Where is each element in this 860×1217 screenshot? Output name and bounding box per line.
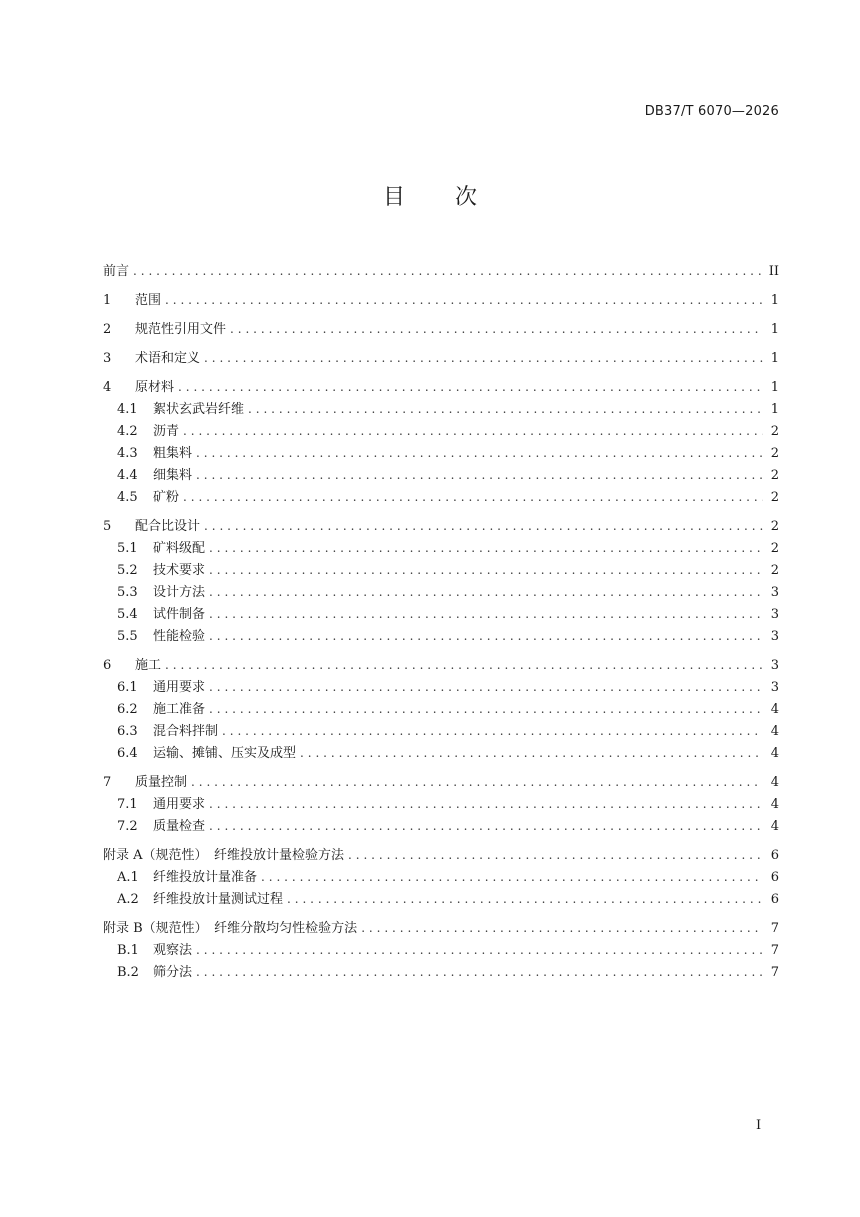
toc-entry-label: 术语和定义 <box>135 351 201 366</box>
dot-leader <box>230 318 763 340</box>
toc-entry-page: 6 <box>770 848 779 863</box>
toc-entry-number: 3 <box>103 351 112 366</box>
toc-entry-page: 2 <box>770 424 779 439</box>
dot-leader <box>209 603 763 625</box>
dot-leader <box>196 961 763 983</box>
toc-entry-page: 2 <box>770 490 779 505</box>
toc-entry-number: 6 <box>103 658 112 673</box>
dot-leader <box>287 888 763 910</box>
toc-entry-page: 7 <box>770 943 779 958</box>
toc-entry[interactable] <box>103 888 779 910</box>
dot-leader <box>261 866 763 888</box>
toc-entry-page: 3 <box>770 658 779 673</box>
toc-entry-label: 范围 <box>135 293 162 308</box>
dot-leader <box>165 654 763 676</box>
toc-entry-number: A.2 <box>117 892 139 907</box>
dot-leader <box>209 559 763 581</box>
toc-entry-page: 2 <box>770 541 779 556</box>
dot-leader <box>209 581 763 603</box>
toc-entry-label: 前言 <box>103 264 130 279</box>
toc-entry-number: 7 <box>103 775 112 790</box>
toc-entry-page: 7 <box>770 921 779 936</box>
toc-entry-label: 规范性引用文件 <box>135 322 227 337</box>
dot-leader <box>209 676 763 698</box>
toc-entry-label: 纤维投放计量测试过程 <box>153 892 284 907</box>
toc-entry[interactable] <box>103 486 779 508</box>
dot-leader <box>196 464 763 486</box>
toc-entry-page: 3 <box>770 607 779 622</box>
toc-entry-number: 4.5 <box>117 490 138 505</box>
toc-entry-label: 质量检查 <box>153 819 206 834</box>
toc-entry-label: 质量控制 <box>135 775 188 790</box>
toc-entry-label: 配合比设计 <box>135 519 201 534</box>
toc-entry-number: 5.5 <box>117 629 138 644</box>
toc-entry[interactable] <box>103 289 779 311</box>
dot-leader <box>204 515 763 537</box>
toc-entry[interactable] <box>103 793 779 815</box>
toc-entry-page: 3 <box>770 680 779 695</box>
toc-entry-number: 4.4 <box>117 468 138 483</box>
toc-entry[interactable] <box>103 844 779 866</box>
dot-leader <box>209 698 763 720</box>
toc-entry-page: 1 <box>770 322 779 337</box>
toc-entry-page: 1 <box>770 402 779 417</box>
toc-entry-page: 4 <box>770 775 779 790</box>
toc-entry-page: 1 <box>770 293 779 308</box>
dot-leader <box>165 289 763 311</box>
toc-entry-page: 4 <box>770 746 779 761</box>
toc-entry-number: 6.2 <box>117 702 138 717</box>
toc-entry-page: 4 <box>770 702 779 717</box>
toc-entry[interactable] <box>103 537 779 559</box>
toc-entry-label: 附录 B（规范性） 纤维分散均匀性检验方法 <box>103 921 358 936</box>
toc-entry-label: 混合料拌制 <box>153 724 219 739</box>
toc-entry-number: 4.2 <box>117 424 138 439</box>
toc-entry-page: 3 <box>770 629 779 644</box>
title-char-1: 目 <box>382 185 405 210</box>
page-number: I <box>756 1118 762 1133</box>
toc-entry-page: 2 <box>770 446 779 461</box>
dot-leader <box>191 771 763 793</box>
toc-entry[interactable] <box>103 654 779 676</box>
toc-entry[interactable] <box>103 625 779 647</box>
toc-entry[interactable] <box>103 347 779 369</box>
toc-entry-page: 6 <box>770 870 779 885</box>
dot-leader <box>209 815 763 837</box>
toc-entry[interactable] <box>103 917 779 939</box>
title-char-2: 次 <box>455 185 478 210</box>
toc-entry-page: 7 <box>770 965 779 980</box>
toc-entry[interactable] <box>103 939 779 961</box>
toc-entry[interactable] <box>103 742 779 764</box>
toc-entry-page: 1 <box>770 351 779 366</box>
toc-entry-number: 1 <box>103 293 112 308</box>
toc-entry[interactable] <box>103 515 779 537</box>
toc-entry[interactable] <box>103 464 779 486</box>
toc-entry-number: 5.1 <box>117 541 138 556</box>
toc-entry[interactable] <box>103 260 779 282</box>
page-title <box>0 180 860 211</box>
toc-entry-label: 施工 <box>135 658 162 673</box>
toc-entry-number: 5 <box>103 519 112 534</box>
toc-entry-number: 4 <box>103 380 112 395</box>
toc-entry[interactable] <box>103 961 779 983</box>
toc-entry-number: 7.2 <box>117 819 138 834</box>
dot-leader <box>348 844 763 866</box>
toc-entry-page: 1 <box>770 380 779 395</box>
toc-entry-label: 絮状玄武岩纤维 <box>153 402 245 417</box>
dot-leader <box>196 939 763 961</box>
toc-entry-label: 试件制备 <box>153 607 206 622</box>
toc-entry[interactable] <box>103 442 779 464</box>
toc-entry-label: 运输、摊铺、压实及成型 <box>153 746 297 761</box>
toc-entry-number: 2 <box>103 322 112 337</box>
toc-entry-label: 沥青 <box>153 424 180 439</box>
dot-leader <box>133 260 763 282</box>
toc-entry-label: 通用要求 <box>153 680 206 695</box>
toc-entry[interactable] <box>103 720 779 742</box>
toc-entry-number: 5.2 <box>117 563 138 578</box>
dot-leader <box>209 537 763 559</box>
toc-entry-label: 施工准备 <box>153 702 206 717</box>
toc-entry-label: 通用要求 <box>153 797 206 812</box>
toc-entry-page: 4 <box>770 724 779 739</box>
toc-entry[interactable] <box>103 866 779 888</box>
toc-entry-number: 5.4 <box>117 607 138 622</box>
toc-entry-label: 矿粉 <box>153 490 180 505</box>
dot-leader <box>248 398 763 420</box>
dot-leader <box>361 917 763 939</box>
toc-entry-label: 原材料 <box>135 380 175 395</box>
dot-leader <box>178 376 763 398</box>
toc-entry-number: B.2 <box>117 965 139 980</box>
toc-entry[interactable] <box>103 318 779 340</box>
toc-entry-label: 矿料级配 <box>153 541 206 556</box>
toc-entry-page: 2 <box>770 563 779 578</box>
toc-entry[interactable] <box>103 376 779 398</box>
toc-entry-label: 观察法 <box>153 943 193 958</box>
toc-entry-number: 7.1 <box>117 797 138 812</box>
toc-entry-number: 4.1 <box>117 402 138 417</box>
toc-entry[interactable] <box>103 581 779 603</box>
toc-entry-page: 4 <box>770 797 779 812</box>
dot-leader <box>209 625 763 647</box>
toc-entry-label: 筛分法 <box>153 965 193 980</box>
toc-entry-label: 技术要求 <box>153 563 206 578</box>
toc-entry[interactable] <box>103 815 779 837</box>
toc-entry-label: 附录 A（规范性） 纤维投放计量检验方法 <box>103 848 345 863</box>
toc-entry-number: 6.1 <box>117 680 138 695</box>
dot-leader <box>196 442 763 464</box>
toc-entry[interactable] <box>103 559 779 581</box>
toc-entry[interactable] <box>103 420 779 442</box>
toc-entry[interactable] <box>103 698 779 720</box>
toc-entry-page: 6 <box>770 892 779 907</box>
toc-entry-number: 4.3 <box>117 446 138 461</box>
dot-leader <box>183 486 763 508</box>
toc-entry[interactable] <box>103 603 779 625</box>
dot-leader <box>300 742 763 764</box>
toc-entry-page: 4 <box>770 819 779 834</box>
toc-entry-label: 细集料 <box>153 468 193 483</box>
toc-entry-label: 粗集料 <box>153 446 193 461</box>
toc-entry-label: 纤维投放计量准备 <box>153 870 258 885</box>
toc-entry[interactable] <box>103 398 779 420</box>
toc-entry-label: 设计方法 <box>153 585 206 600</box>
toc-entry-page: 2 <box>770 519 779 534</box>
toc-entry-page: II <box>768 264 779 279</box>
toc-entry-page: 2 <box>770 468 779 483</box>
table-of-contents <box>103 260 779 983</box>
toc-entry-number: 6.4 <box>117 746 138 761</box>
toc-entry-number: B.1 <box>117 943 139 958</box>
dot-leader <box>183 420 763 442</box>
toc-entry-number: A.1 <box>117 870 139 885</box>
toc-entry[interactable] <box>103 676 779 698</box>
toc-entry-page: 3 <box>770 585 779 600</box>
toc-entry-number: 6.3 <box>117 724 138 739</box>
dot-leader <box>204 347 763 369</box>
dot-leader <box>209 793 763 815</box>
document-code: DB37/T 6070—2026 <box>644 104 779 119</box>
toc-entry-label: 性能检验 <box>153 629 206 644</box>
toc-entry[interactable] <box>103 771 779 793</box>
dot-leader <box>222 720 763 742</box>
toc-entry-number: 5.3 <box>117 585 138 600</box>
